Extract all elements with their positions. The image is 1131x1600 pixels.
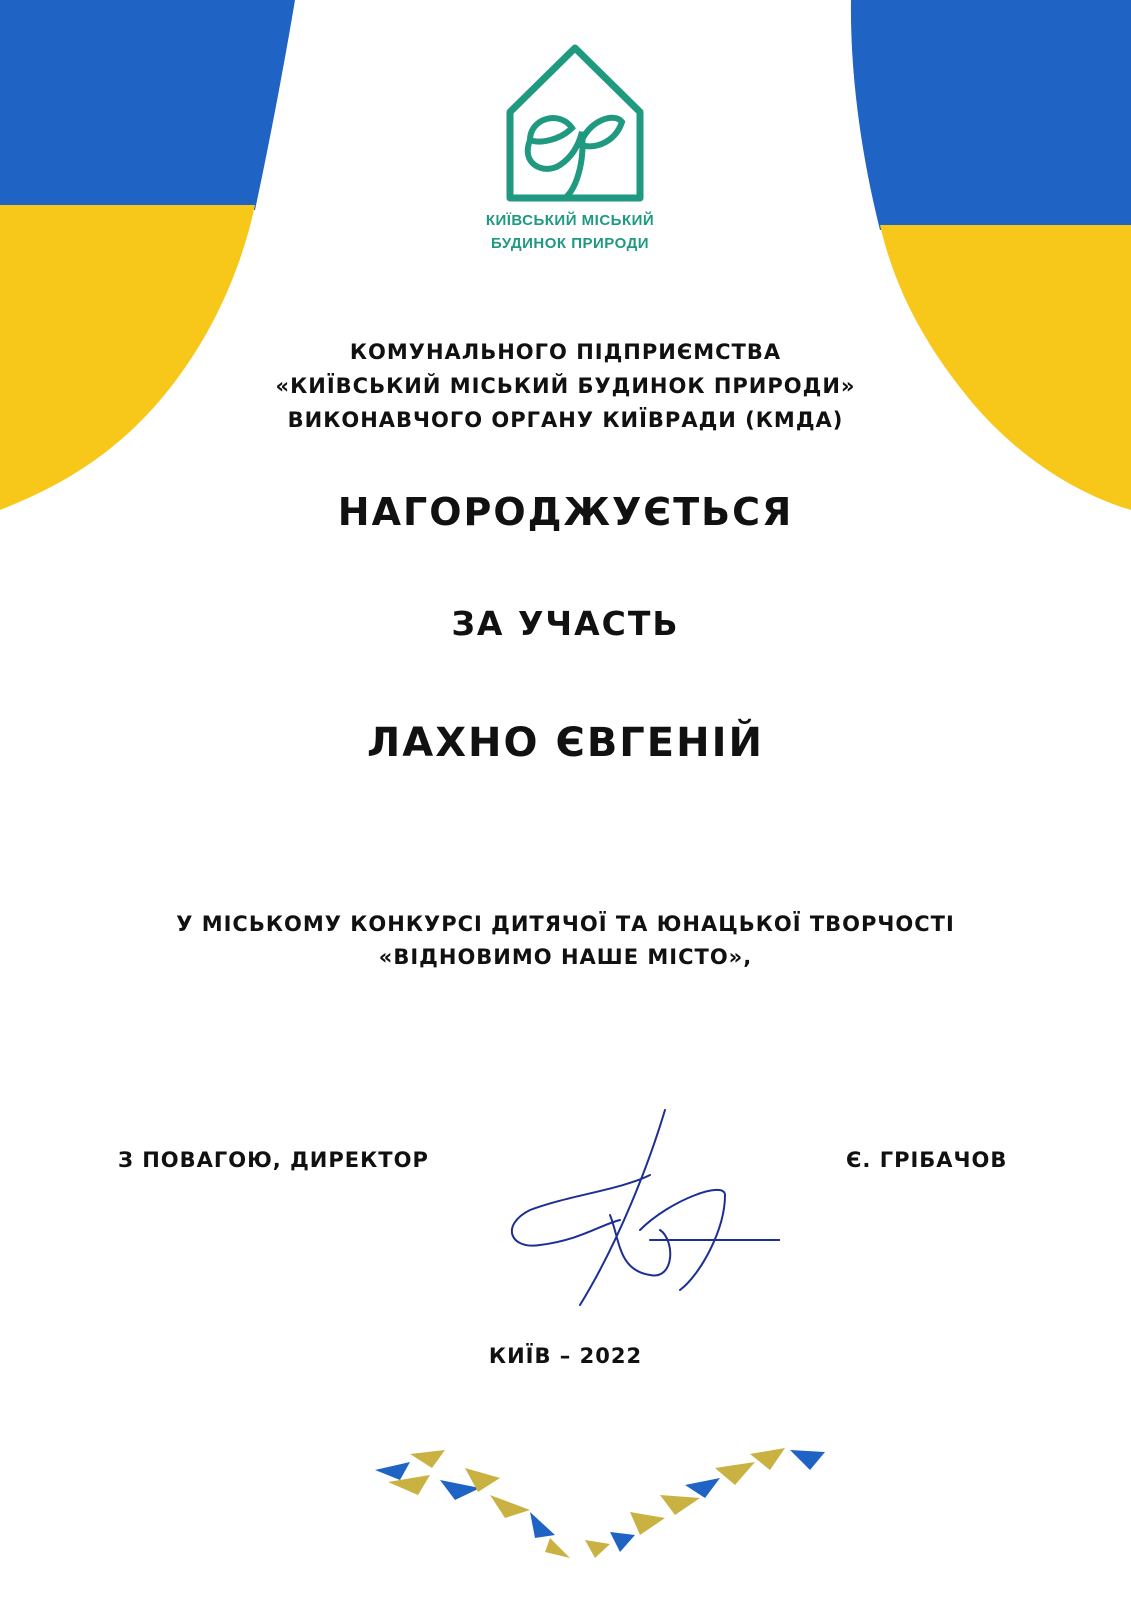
contest-line1: У МІСЬКОМУ КОНКУРСІ ДИТЯЧОЇ ТА ЮНАЦЬКОЇ ТВОРЧОСТІ [176,912,955,936]
left-leaves [375,1450,570,1558]
place-year: КИЇВ – 2022 [488,1344,643,1368]
contest-line2: «ВІДНОВИМО НАШЕ МІСТО», [378,945,753,969]
award-reason: ЗА УЧАСТЬ [451,604,680,643]
director-label: З ПОВАГОЮ, ДИРЕКТОР [118,1148,429,1172]
right-drape-yellow [880,225,1131,510]
logo-text-line2: БУДИНОК ПРИРОДИ [490,235,650,252]
house-leaf-logo-icon [490,40,660,210]
recipient-name: ЛАХНО ЄВГЕНІЙ [367,720,764,766]
organization-line3: ВИКОНАВЧОГО ОРГАНУ КИЇВРАДИ (КМДА) [287,408,844,432]
logo-text-line1: КИЇВСЬКИЙ МІСЬКИЙ [485,212,655,229]
left-drape-blue [0,0,295,210]
handwritten-signature [500,1100,780,1320]
organization-line2: «КИЇВСЬКИЙ МІСЬКИЙ БУДИНОК ПРИРОДИ» [275,374,856,398]
organization-line1: КОМУНАЛЬНОГО ПІДПРИЄМСТВА [349,340,782,364]
right-drape-blue [851,0,1131,230]
director-name: Є. ГРІБАЧОВ [846,1148,1008,1172]
leaf-garland-ornament [370,1440,830,1560]
right-leaves [585,1448,825,1558]
award-heading: НАГОРОДЖУЄТЬСЯ [337,490,794,534]
